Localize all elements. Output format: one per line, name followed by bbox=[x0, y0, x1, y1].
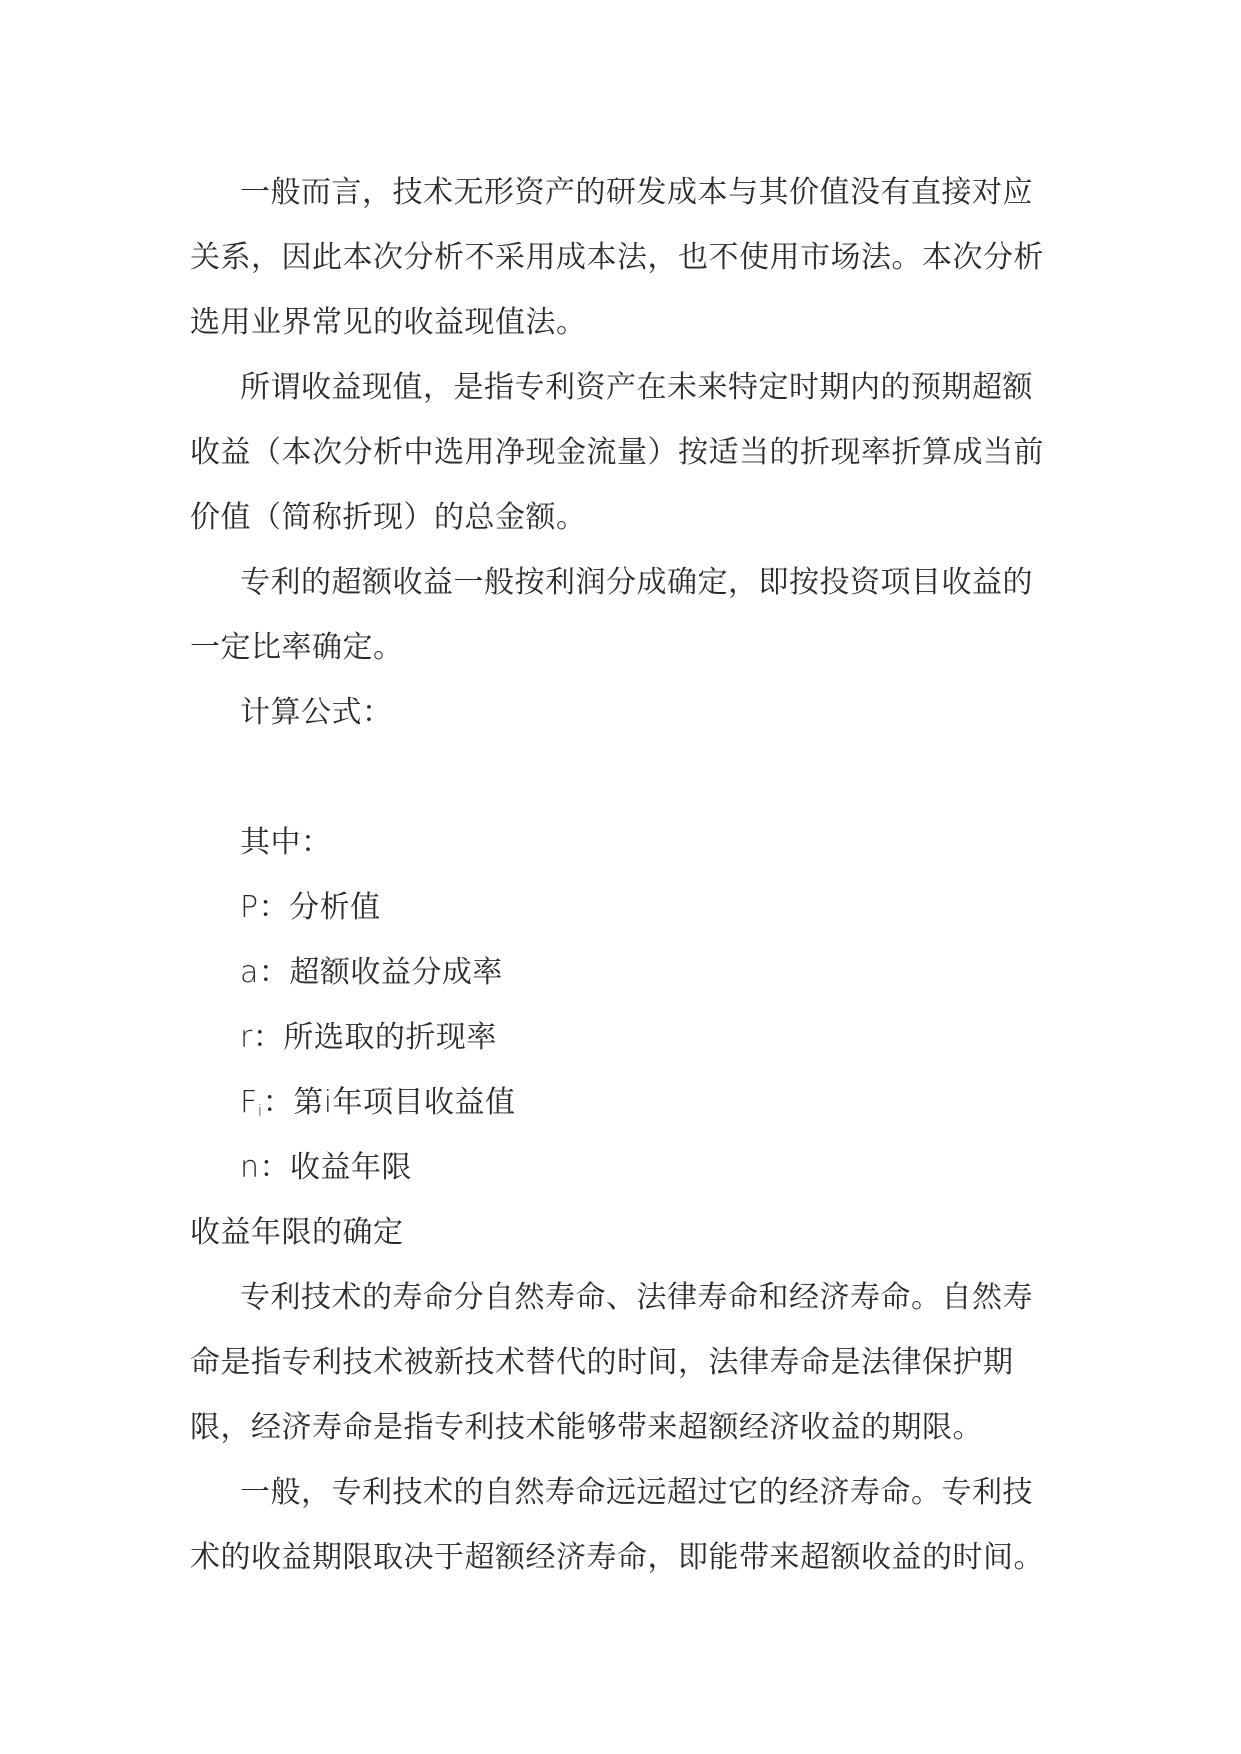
definition-n: n：收益年限 bbox=[240, 1150, 413, 1185]
paragraph-excess-income: 专利的超额收益一般按利润分成确定，即按投资项目收益的一定比率确定。 bbox=[190, 565, 1033, 665]
definition-fi bbox=[190, 1070, 1050, 1135]
fi-text: ：第i年项目收益值 bbox=[262, 1085, 516, 1120]
paragraph-present-value-definition: 所谓收益现值，是指专利资产在未来特定时期内的预期超额收益（本次分析中选用净现金流量）按适当的折现率折算成当前价值（简称折现）的总金额。 bbox=[190, 370, 1044, 535]
definition-r: r：所选取的折现率 bbox=[240, 1020, 497, 1055]
where-label: 其中： bbox=[240, 825, 332, 860]
fi-symbol: F bbox=[240, 1085, 258, 1120]
paragraph-economic-life: 一般，专利技术的自然寿命远远超过它的经济寿命。专利技术的收益期限取决于超额经济寿命，即能带来超额收益的时间。 bbox=[190, 1475, 1044, 1575]
paragraph-valuation-method: 一般而言，技术无形资产的研发成本与其价值没有直接对应关系，因此本次分析不采用成本法，也不使用市场法。本次分析选用业界常见的收益现值法。 bbox=[190, 175, 1044, 340]
formula-label: 计算公式： bbox=[240, 695, 393, 730]
formula-placeholder bbox=[190, 745, 1050, 810]
document-body bbox=[190, 160, 1050, 1590]
paragraph-patent-lifetime: 专利技术的寿命分自然寿命、法律寿命和经济寿命。自然寿命是指专利技术被新技术替代的时间，法律寿命是法律保护期限，经济寿命是指专利技术能够带来超额经济收益的期限。 bbox=[190, 1280, 1033, 1445]
fi-subscript: i bbox=[257, 1101, 263, 1120]
definition-a: a：超额收益分成率 bbox=[240, 955, 503, 990]
section-heading-income-period: 收益年限的确定 bbox=[190, 1215, 404, 1250]
definition-p: P：分析值 bbox=[240, 890, 381, 925]
